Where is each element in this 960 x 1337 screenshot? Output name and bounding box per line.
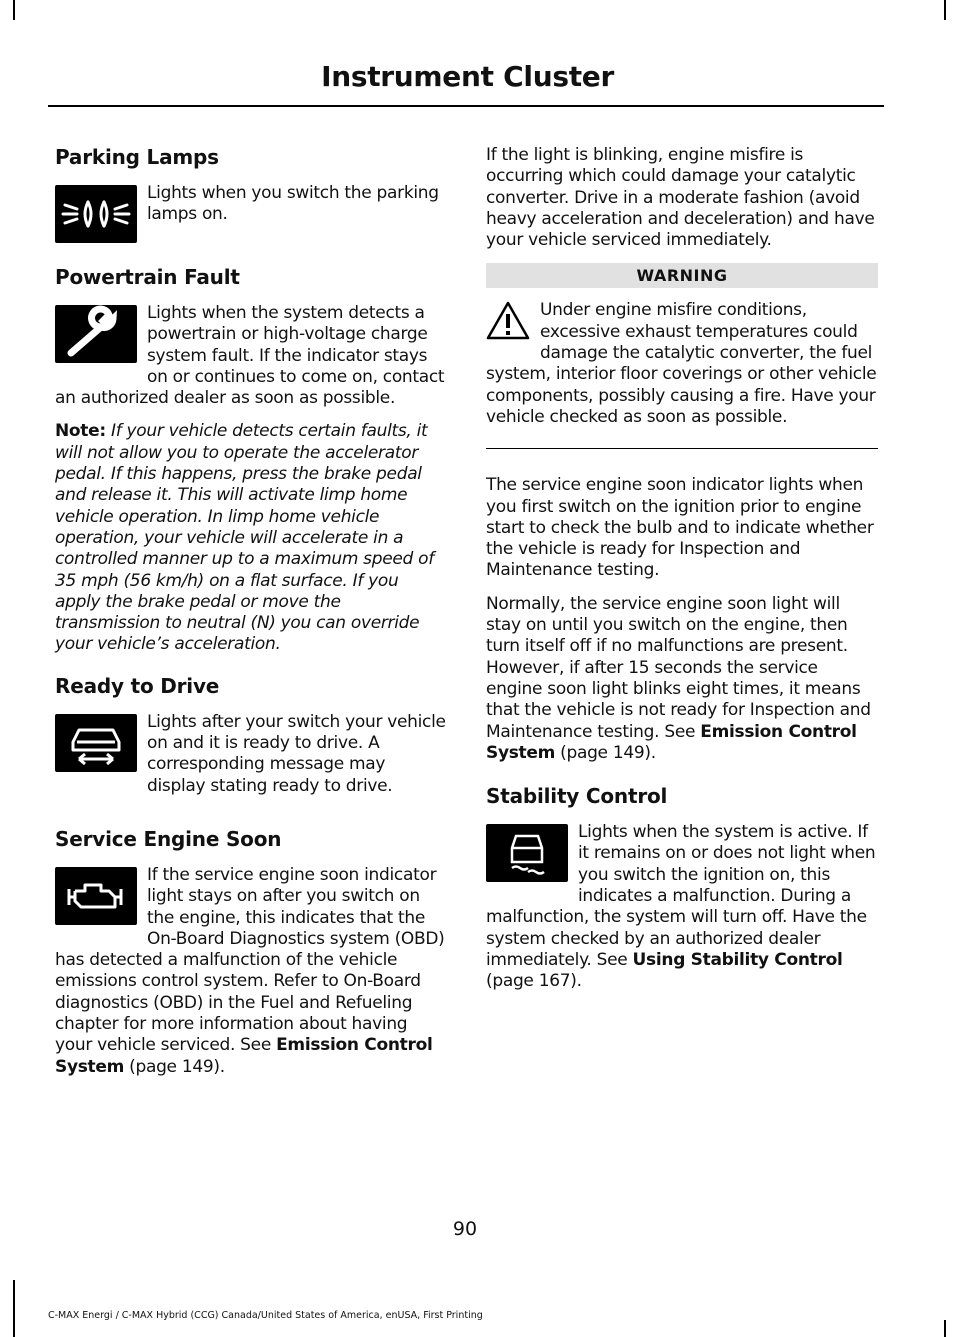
crop-mark: [944, 1320, 946, 1337]
crop-mark: [944, 0, 946, 20]
note-text: If your vehicle detects certain faults, it will not allow you to operate the accelerator pedal. If this happens, press the brake pedal and release it. This will activate limp home vehicle operation. In limp home vehicle operation, your vehicle will accelerate in a controlled manner up to a maximum speed of 35 mph (56 km/h) on a flat surface. If you apply the brake pedal or move the transmission to neutral (N) you can override your vehicle’s acceleration.: [55, 421, 434, 655]
ready-to-drive-text: Lights after your switch your vehicle on and it is ready to drive. A corresponding message may display stating ready to drive.: [147, 711, 446, 796]
check-engine-icon: [55, 867, 137, 925]
page-reference: (page 149).: [560, 742, 656, 763]
ready-to-drive-icon: [55, 714, 137, 772]
normal-operation-text: [486, 594, 878, 764]
parking-lamps-text: Lights when you switch the parking lamps on.: [147, 183, 439, 225]
stability-control-icon: [486, 824, 568, 882]
warning-label: WARNING: [486, 263, 878, 288]
powertrain-note: [55, 421, 447, 655]
emission-control-link[interactable]: Emission Control System: [486, 721, 857, 763]
section-heading: Ready to Drive: [55, 673, 220, 698]
using-stability-control-link[interactable]: Using Stability Control: [632, 949, 843, 970]
page-reference: (page 149).: [129, 1056, 225, 1077]
page-number: 90: [452, 1218, 478, 1240]
crop-mark: [13, 0, 15, 20]
warning-triangle-icon: [486, 300, 530, 342]
footer-text: C-MAX Energi / C-MAX Hybrid (CCG) Canada/United States of America, enUSA, First Printing: [48, 1310, 483, 1321]
emission-control-link[interactable]: Emission Control System: [55, 1035, 433, 1077]
stability-body: Lights when the system is active. If it remains on or does not light when you switch the ignition on, this indicates a malfunction. During a malfunction, the system will turn off. Have the system checked by an authorized dealer immediately. See: [486, 822, 876, 970]
wrench-icon: [55, 305, 137, 363]
section-heading: Stability Control: [486, 784, 668, 809]
page-title: Instrument Cluster: [321, 60, 614, 93]
service-engine-body: If the service engine soon indicator light stays on after you switch on the engine, this indicates that the On-Board Diagnostics system (OBD) has detected a malfunction of the vehicle emissions control system. Refer to On-Board diagnostics (OBD) in the Fuel and Refueling chapter for more information about having your vehicle serviced. See: [55, 864, 445, 1056]
warning-block: [486, 263, 878, 449]
normal-operation-body: Normally, the service engine soon light will stay on until you switch on the engine, then turn itself off if no malfunctions are present. However, if after 15 seconds the service engine soon light blinks eight times, it means that the vehicle is not ready for Inspection and Maintenance testing. See: [486, 593, 871, 742]
blink-text: If the light is blinking, engine misfire is occurring which could damage your catalytic converter. Drive in a moderate fashion (avoid heavy acceleration and deceleration) and have your vehicle serviced immediately.: [486, 145, 875, 251]
crop-mark: [13, 1280, 15, 1337]
header-divider: [48, 105, 884, 107]
page-reference: (page 167).: [486, 971, 582, 992]
section-heading: Parking Lamps: [55, 145, 219, 169]
powertrain-fault-section: [55, 265, 447, 656]
ready-to-drive-section: [55, 674, 447, 809]
powertrain-fault-text: Lights when the system detects a powertrain or high-voltage charge system fault. If the indicator stays on or continues to come on, contact an authorized dealer as soon as possible.: [55, 303, 445, 409]
section-heading: Service Engine Soon: [55, 826, 282, 851]
parking-lamps-icon: [55, 185, 137, 243]
parking-lamps-section: [55, 145, 447, 247]
right-column: [486, 145, 878, 1011]
service-engine-section: [55, 827, 447, 1078]
indicator-text: The service engine soon indicator lights when you first switch on the ignition prior to engine start to check the bulb and to indicate whether the vehicle is ready for Inspection and Maintenance testing.: [486, 475, 874, 581]
stability-control-section: [486, 784, 878, 992]
warning-text: Under engine misfire conditions, excessive exhaust temperatures could damage the catalytic converter, the fuel system, interior floor coverings or other vehicle components, possibly causing a fire. Have your vehicle checked as soon as possible.: [486, 300, 877, 427]
left-column: [55, 145, 447, 1096]
note-label: Note:: [55, 421, 106, 442]
section-heading: Powertrain Fault: [55, 265, 240, 289]
